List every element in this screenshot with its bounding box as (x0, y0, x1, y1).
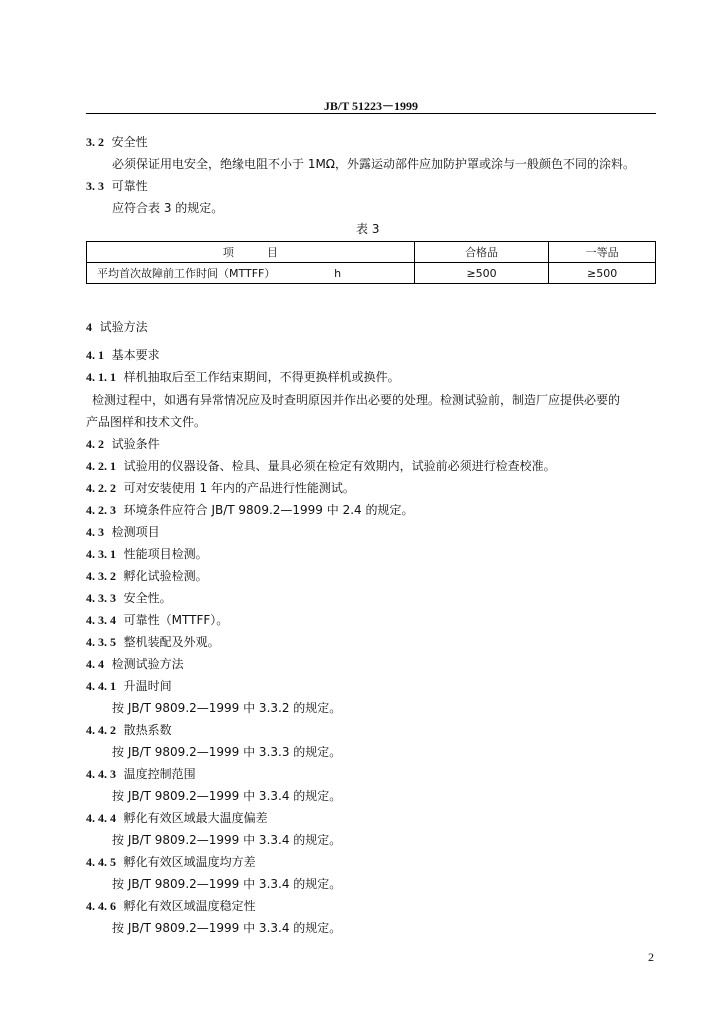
section-number: 4. 3. 2 (86, 569, 116, 583)
heading-3-3 (86, 178, 148, 194)
section-number: 4. 4. 1 (86, 679, 116, 693)
clause-text: 可靠性（MTTFF）。 (123, 613, 229, 627)
heading-4-4 (86, 656, 184, 672)
table-cell-first-grade: ≥500 (549, 263, 656, 284)
clause-4-4-1 (86, 678, 172, 694)
section-number: 4. 2. 2 (86, 481, 116, 495)
clause-4-3-3 (86, 590, 172, 606)
clause-4-2-2 (86, 480, 355, 496)
paragraph-line: 按 JB/T 9809.2—1999 中 3.3.3 的规定。 (112, 745, 342, 759)
standard-code-header: JB/T 51223－1999 (323, 99, 419, 113)
table-3 (86, 241, 656, 284)
paragraph-line: 应符合表 3 的规定。 (112, 201, 224, 215)
section-number: 4. 2. 3 (86, 503, 116, 517)
heading-4-1 (86, 347, 160, 363)
heading-text: 基本要求 (111, 348, 160, 362)
paragraph-line: 必须保证用电安全，绝缘电阻不小于 1MΩ，外露运动部件应加防护罩或涂与一般颜色不同的涂料。 (112, 157, 635, 171)
table-cell-unit: h (334, 263, 414, 284)
clause-4-4-6 (86, 898, 256, 914)
section-number: 4 (86, 320, 92, 334)
clause-text: 可对安装使用 1 年内的产品进行性能测试。 (123, 481, 355, 495)
section-number: 3. 3 (86, 179, 104, 193)
section-number: 4. 3. 4 (86, 613, 116, 627)
heading-text: 试验方法 (99, 320, 148, 334)
table-row (87, 263, 656, 284)
clause-text: 整机装配及外观。 (123, 635, 220, 649)
section-number: 4. 3. 3 (86, 591, 116, 605)
section-number: 4. 3. 5 (86, 635, 116, 649)
clause-4-2-3 (86, 502, 413, 518)
clause-text: 孵化有效区域温度稳定性 (123, 899, 256, 913)
heading-text: 可靠性 (111, 179, 148, 193)
paragraph-line: 按 JB/T 9809.2—1999 中 3.3.4 的规定。 (112, 789, 342, 803)
section-number: 4. 4 (86, 657, 104, 671)
section-number: 4. 3. 1 (86, 547, 116, 561)
section-number: 4. 1 (86, 348, 104, 362)
clause-text: 散热系数 (123, 723, 172, 737)
clause-text: 性能项目检测。 (123, 547, 208, 561)
section-number: 4. 4. 6 (86, 899, 116, 913)
clause-text: 孵化有效区域最大温度偏差 (123, 811, 268, 825)
heading-4-2 (86, 436, 160, 452)
table-header-item: 项 目 (87, 242, 415, 263)
clause-text: 样机抽取后至工作结束期间，不得更换样机或换件。 (123, 370, 400, 384)
clause-4-3-2 (86, 568, 208, 584)
table-cell-item: 平均首次故障前工作时间（MTTFF） (87, 263, 335, 284)
clause-text: 孵化有效区域温度均方差 (123, 855, 256, 869)
clause-4-1-1 (86, 369, 400, 385)
section-number: 4. 4. 5 (86, 855, 116, 869)
header-rule (86, 113, 656, 114)
heading-text: 检测试验方法 (111, 657, 184, 671)
section-number: 4. 2. 1 (86, 459, 116, 473)
clause-text: 试验用的仪器设备、检具、量具必须在检定有效期内，试验前必须进行检查校准。 (123, 459, 556, 473)
clause-text: 安全性。 (123, 591, 172, 605)
paragraph-line: 按 JB/T 9809.2—1999 中 3.3.4 的规定。 (112, 833, 342, 847)
clause-4-4-2 (86, 722, 172, 738)
section-number: 4. 4. 4 (86, 811, 116, 825)
paragraph-line: 检测过程中，如遇有异常情况应及时查明原因并作出必要的处理。检测试验前，制造厂应提供必要的 (92, 393, 621, 407)
clause-4-3-1 (86, 546, 208, 562)
section-number: 4. 1. 1 (86, 370, 116, 384)
heading-text: 安全性 (111, 135, 148, 149)
section-number: 3. 2 (86, 135, 104, 149)
table-header-row (87, 242, 656, 263)
clause-4-2-1 (86, 458, 556, 474)
paragraph-line: 按 JB/T 9809.2—1999 中 3.3.2 的规定。 (112, 701, 342, 715)
heading-4 (86, 319, 148, 335)
table-header-first-grade: 一等品 (549, 242, 656, 263)
heading-4-3 (86, 524, 160, 540)
table-caption: 表 3 (356, 222, 380, 236)
page-number: 2 (648, 950, 654, 964)
section-number: 4. 4. 3 (86, 767, 116, 781)
clause-text: 孵化试验检测。 (123, 569, 208, 583)
clause-4-4-4 (86, 810, 268, 826)
clause-text: 温度控制范围 (123, 767, 196, 781)
clause-4-3-5 (86, 634, 220, 650)
clause-4-4-3 (86, 766, 196, 782)
paragraph-line: 产品图样和技术文件。 (86, 415, 207, 429)
section-number: 4. 3 (86, 525, 104, 539)
heading-3-2 (86, 134, 148, 150)
table-cell-qualified: ≥500 (414, 263, 549, 284)
table-header-qualified: 合格品 (414, 242, 549, 263)
clause-4-4-5 (86, 854, 256, 870)
clause-text: 环境条件应符合 JB/T 9809.2—1999 中 2.4 的规定。 (123, 503, 414, 517)
clause-text: 升温时间 (123, 679, 172, 693)
section-number: 4. 4. 2 (86, 723, 116, 737)
section-number: 4. 2 (86, 437, 104, 451)
heading-text: 试验条件 (111, 437, 160, 451)
clause-4-3-4 (86, 612, 228, 628)
heading-text: 检测项目 (111, 525, 160, 539)
paragraph-line: 按 JB/T 9809.2—1999 中 3.3.4 的规定。 (112, 877, 342, 891)
paragraph-line: 按 JB/T 9809.2—1999 中 3.3.4 的规定。 (112, 921, 342, 935)
